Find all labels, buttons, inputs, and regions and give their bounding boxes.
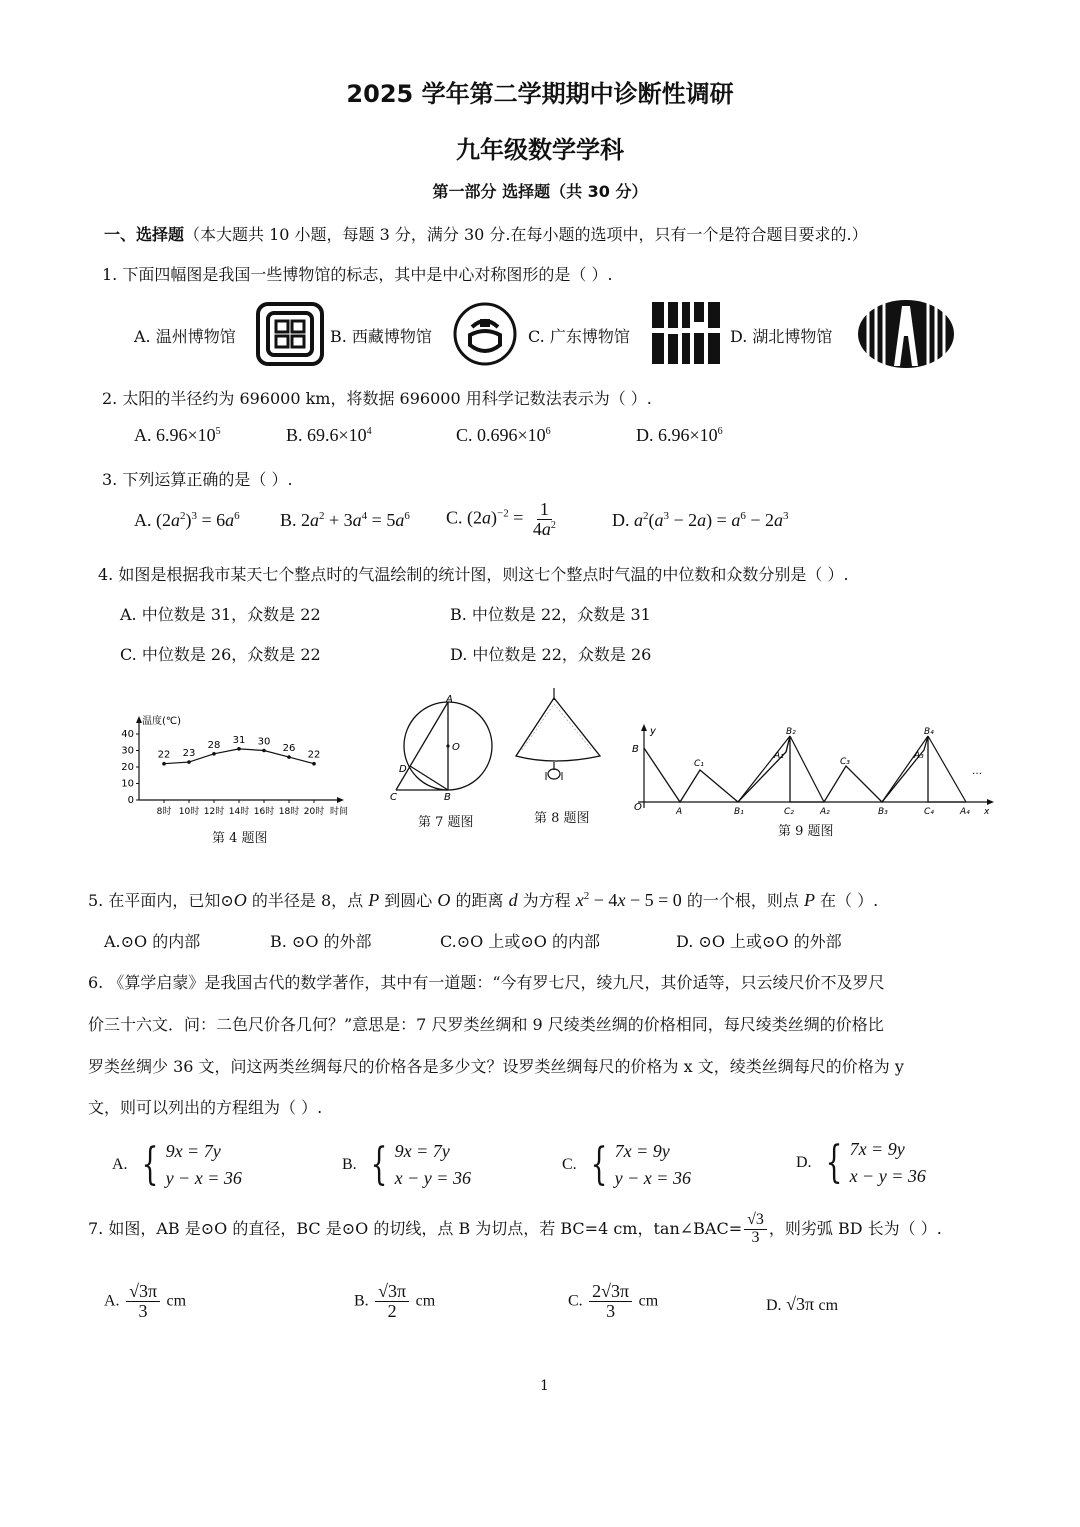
svg-text:B₁: B₁ (734, 807, 744, 817)
figure-8-caption: 第 8 题图 (534, 811, 590, 826)
q5-option-b: B. ⊙O 的外部 (270, 932, 372, 951)
q4-option-d: D. 中位数是 22，众数是 26 (450, 645, 652, 664)
q6-option-b: B. { 9x = 7y x − y = 36 (342, 1139, 471, 1190)
q3-option-c: C. $(2a)^{-2}$ = $\frac{1}{4a^2}$ (446, 499, 556, 539)
q2-a-label: A. (134, 425, 152, 445)
data-point (212, 752, 216, 756)
q6-a-eq2: y − x = 36 (165, 1168, 242, 1188)
guangdong-museum-logo (650, 298, 722, 368)
q2-c-label: C. (456, 425, 473, 445)
data-label: 26 (282, 743, 296, 755)
wenzhou-museum-logo (254, 300, 326, 368)
question-3-stem: 3. 下列运算正确的是（ ）. (102, 470, 293, 489)
q2-a-exponent: 5 (215, 426, 221, 437)
q5-text-7: 在（ ）. (814, 891, 879, 910)
x-tick-label: 18时 (278, 807, 300, 817)
q7-option-d: D. √3π cm (766, 1294, 839, 1314)
svg-text:D: D (399, 764, 407, 775)
figure-9-caption: 第 9 题图 (778, 824, 834, 839)
q5-option-a: A.⊙O 的内部 (104, 932, 201, 951)
q5-text-1: 5. 在平面内，已知⊙ (88, 891, 234, 910)
data-label: 28 (207, 739, 221, 751)
data-point (287, 755, 291, 759)
q7-c-unit: cm (638, 1292, 659, 1310)
q7-d-unit: cm (818, 1297, 839, 1314)
data-point (237, 747, 241, 751)
data-point (187, 760, 191, 764)
svg-text:A₄: A₄ (960, 807, 970, 817)
q7-b-unit: cm (415, 1292, 436, 1310)
section-instructions: （本大题共 10 小题，每题 3 分，满分 30 分.在每小题的选项中，只有一个是符合题目要求的.） (184, 225, 868, 244)
exam-title: 2025 学年第二学期期中诊断性调研 (346, 80, 734, 108)
x-axis-title: 时间 (330, 807, 349, 817)
q3-a-label: A. (134, 510, 152, 530)
question-2-stem: 2. 太阳的半径约为 696000 km，将数据 696000 用科学记数法表示为（ ）. (102, 389, 652, 408)
q6-c-eq2: y − x = 36 (614, 1168, 691, 1188)
q2-option-c (456, 425, 551, 446)
x-tick-label: 20时 (303, 807, 325, 817)
data-label: 22 (307, 749, 321, 761)
q2-d-mantissa: 6.96×10 (658, 425, 718, 445)
x-tick-label: 14时 (228, 807, 250, 817)
q2-option-b (286, 425, 372, 446)
x-axis-arrow (337, 797, 344, 803)
question-7-stem: 7. 如图，AB 是⊙O 的直径，BC 是⊙O 的切线，点 B 为切点，若 BC=4 cm，tan∠BAC= $\frac{√3}{3}$ ，则劣弧 BD 长为（ ）. (88, 1211, 942, 1246)
data-point (262, 749, 266, 753)
svg-text:y: y (650, 726, 656, 737)
svg-text:O: O (452, 742, 460, 753)
svg-text:A₁: A₁ (774, 751, 784, 761)
q1-option-d: D. 湖北博物馆 (730, 327, 833, 346)
figure-7-caption: 第 7 题图 (418, 815, 474, 830)
q2-d-exponent: 6 (717, 426, 723, 437)
question-4-stem: 4. 如图是根据我市某天七个整点时的气温绘制的统计图，则这七个整点时气温的中位数和众数分别是（ ）. (98, 565, 849, 584)
data-point (312, 762, 316, 766)
data-label: 30 (257, 736, 271, 748)
q6-b-eq1: 9x = 7y (394, 1141, 450, 1161)
q5-text-2: 的半径是 8，点 (246, 891, 369, 910)
temperature-line-chart (112, 712, 364, 820)
q4-option-c: C. 中位数是 26，众数是 22 (120, 645, 321, 664)
svg-text:C₂: C₂ (784, 807, 794, 817)
q2-option-a (134, 425, 221, 446)
q1-option-c: C. 广东博物馆 (528, 327, 630, 346)
svg-text:C₃: C₃ (840, 757, 850, 767)
figure-8-lamp-diagram (512, 686, 608, 786)
q1-option-b: B. 西藏博物馆 (330, 327, 432, 346)
q3-c-label: C. (446, 507, 463, 528)
q7-a-label: A. (104, 1292, 120, 1310)
q6-d-eq2: x − y = 36 (849, 1166, 926, 1186)
svg-text:A: A (446, 694, 453, 705)
svg-text:O: O (634, 802, 642, 813)
q2-b-exponent: 4 (366, 426, 372, 437)
q3-d-label: D. (612, 510, 630, 530)
q6-a-label: A. (112, 1156, 128, 1173)
q6-b-eq2: x − y = 36 (394, 1168, 471, 1188)
q5-option-d: D. ⊙O 上或⊙O 的外部 (676, 932, 842, 951)
q2-d-label: D. (636, 425, 654, 445)
q5-text-3: 到圆心 (379, 891, 438, 910)
question-1-stem: 1. 下面四幅图是我国一些博物馆的标志，其中是中心对称图形的是（ ）. (102, 265, 613, 284)
q3-option-d: D. $a^2(a^3 - 2a) = a^6 - 2a^3$ (612, 510, 789, 530)
y-tick-label: 40 (121, 729, 134, 740)
q2-b-label: B. (286, 425, 303, 445)
section-label: 一、选择题 (104, 225, 185, 244)
svg-text:A: A (676, 807, 683, 817)
svg-text:C₁: C₁ (694, 759, 704, 769)
q6-option-a: A. { 9x = 7y y − x = 36 (112, 1139, 242, 1190)
svg-text:B: B (632, 744, 639, 755)
svg-text:A₃: A₃ (914, 751, 924, 761)
q3-b-label: B. (280, 510, 297, 530)
x-tick-label: 16时 (253, 807, 275, 817)
svg-text:A₂: A₂ (820, 807, 830, 817)
question-5-stem: 5. 在平面内，已知⊙O 的半径是 8，点 P 到圆心 O 的距离 d 为方程 $x^2 - 4x - 5 = 0$ 的一个根，则点 P 在（ ）. (88, 890, 879, 910)
question-6-line-3: 罗类丝绸少 36 文，问这两类丝绸每尺的价格各是多少文？设罗类丝绸每尺的价格为 x 文，绫类丝绸每尺的价格为 y (88, 1057, 904, 1076)
q6-d-label: D. (796, 1154, 812, 1171)
q7-b-label: B. (354, 1292, 369, 1310)
data-label: 23 (182, 748, 196, 760)
q5-text-6: 的一个根，则点 (681, 891, 804, 910)
x-tick-label: 8时 (156, 807, 172, 817)
q7-option-b: B. $\frac{√3\pi}{2}$ cm (354, 1281, 436, 1321)
q6-c-label: C. (562, 1156, 577, 1173)
q2-b-mantissa: 69.6×10 (307, 425, 367, 445)
part-heading: 第一部分 选择题（共 30 分） (432, 182, 648, 201)
q2-option-d (636, 425, 723, 446)
svg-text:B₄: B₄ (924, 727, 934, 737)
svg-text:C: C (390, 792, 397, 803)
q7-option-a: A. $\frac{√3\pi}{3}$ cm (104, 1281, 187, 1321)
q3-option-a: A. $(2a^2)^3 = 6a^6$ (134, 510, 240, 530)
q5-text-4: 的距离 (450, 891, 509, 910)
q7-text-1: 7. 如图，AB 是⊙O 的直径，BC 是⊙O 的切线，点 B 为切点，若 BC=4 cm，tan∠BAC= (88, 1218, 743, 1238)
data-label: 22 (157, 749, 171, 761)
tibet-museum-logo (452, 301, 518, 367)
question-6-line-1: 6. 《算学启蒙》是我国古代的数学著作，其中有一道题：“今有罗七尺，绫九尺，其价适等，只云绫尺价不及罗尺 (88, 973, 885, 992)
y-tick-label: 10 (121, 778, 134, 790)
q7-text-2: ，则劣弧 BD 长为（ ）. (768, 1218, 942, 1238)
question-6-line-4: 文，则可以列出的方程组为（ ）. (88, 1098, 323, 1117)
y-tick-label: 20 (121, 762, 134, 773)
q6-a-eq1: 9x = 7y (165, 1141, 221, 1161)
q7-c-label: C. (568, 1292, 583, 1310)
figure-7-circle-diagram (390, 692, 502, 804)
q5-text-5: 为方程 (517, 891, 576, 910)
q7-option-c: C. $\frac{2√3\pi}{3}$ cm (568, 1281, 659, 1321)
q5-option-c: C.⊙O 上或⊙O 的内部 (440, 932, 600, 951)
q4-option-b: B. 中位数是 22，众数是 31 (450, 605, 651, 624)
data-point (162, 762, 166, 766)
q2-c-mantissa: 0.696×10 (477, 425, 546, 445)
svg-text:B₂: B₂ (786, 727, 796, 737)
q7-d-label: D. (766, 1297, 782, 1314)
figure-9-zigzag-diagram (628, 722, 996, 818)
q2-a-mantissa: 6.96×10 (156, 425, 216, 445)
hubei-museum-logo (856, 298, 956, 370)
q6-b-label: B. (342, 1156, 357, 1173)
svg-text:…: … (972, 766, 982, 777)
svg-text:C₄: C₄ (924, 807, 934, 817)
question-6-line-2: 价三十六文．问：二色尺价各几何？”意思是：7 尺罗类丝绸和 9 尺绫类丝绸的价格相同，每尺绫类丝绸的价格比 (88, 1015, 884, 1034)
data-label: 31 (232, 734, 246, 746)
svg-text:B₃: B₃ (878, 807, 888, 817)
y-axis-title: 温度(℃) (142, 716, 182, 727)
svg-text:B: B (444, 792, 451, 803)
exam-subject: 九年级数学学科 (456, 136, 624, 164)
svg-text:x: x (984, 807, 990, 817)
q6-option-c: C. { 7x = 9y y − x = 36 (562, 1139, 691, 1190)
q6-d-eq1: 7x = 9y (849, 1139, 905, 1159)
q6-c-eq1: 7x = 9y (614, 1141, 670, 1161)
q7-a-unit: cm (166, 1292, 187, 1310)
x-tick-label: 12时 (203, 807, 225, 817)
x-tick-label: 10时 (178, 807, 200, 817)
q2-c-exponent: 6 (545, 426, 551, 437)
y-tick-label: 30 (121, 745, 134, 757)
q4-option-a: A. 中位数是 31，众数是 22 (120, 605, 321, 624)
q3-option-b: B. $2a^2 + 3a^4 = 5a^6$ (280, 510, 410, 530)
q1-option-a: A. 温州博物馆 (134, 327, 236, 346)
section-heading (104, 222, 868, 245)
q6-option-d: D. { 7x = 9y x − y = 36 (796, 1137, 926, 1188)
page-number: 1 (540, 1378, 549, 1394)
y-tick-label: 0 (127, 795, 134, 806)
figure-4-caption: 第 4 题图 (212, 831, 268, 846)
